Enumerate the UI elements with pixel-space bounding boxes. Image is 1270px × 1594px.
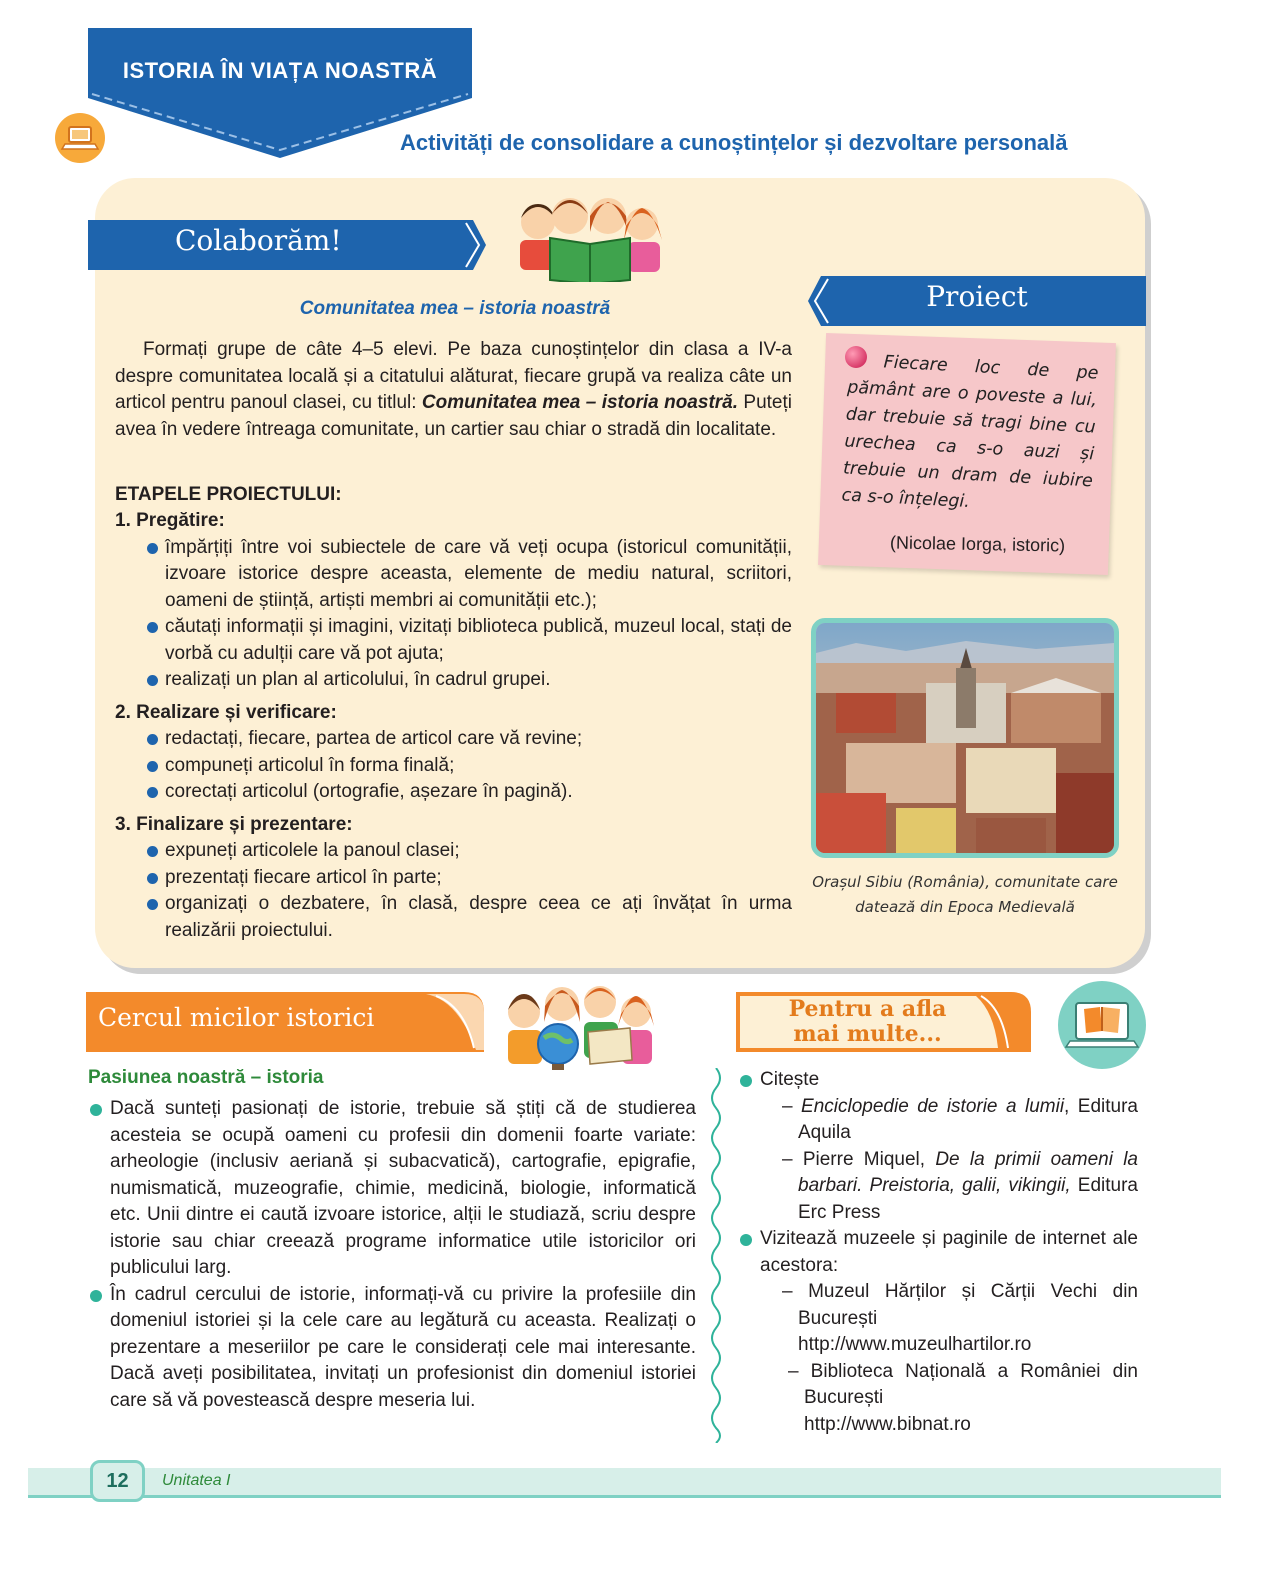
book-entry [760,1147,1138,1227]
step-title: 3. Finalizare și prezentare: [115,813,353,835]
page-number: 12 [90,1460,145,1502]
book-title: Enciclopedie de istorie a lumii [801,1095,1065,1117]
steps-list [115,508,792,944]
kids-reading-illustration [510,192,670,282]
list-item [738,1226,1138,1438]
quote-author: (Nicolae Iorga, istoric) [889,532,1066,556]
visit-label: Vizitează muzeele și paginile de internet ale acestora: [760,1228,1138,1276]
list-item: organizați o dezbatere, în clasă, despre ceea ce ați învățat în urma realizării proiectului. [115,891,792,944]
list-item [738,1067,1138,1226]
steps-heading: ETAPELE PROIECTULUI: [115,484,342,505]
pentru-label-line2: mai multe... [793,1021,942,1047]
museum-link[interactable]: http://www.muzeulhartilor.ro [798,1334,1032,1355]
colaboram-label: Colaborăm! [175,224,342,257]
unit-label: Unitatea I [162,1472,231,1489]
museum-entry: – Muzeul Hărților și Cărții Vechi din București [782,1281,1138,1329]
list-item: corectați articolul (ortografie, așezare în pagină). [115,779,792,806]
museum-link[interactable]: http://www.bibnat.ro [804,1413,971,1435]
quote-text: Fiecare loc de pe pământ are o poveste a lui, dar trebuie să tragi bine cu urechea ca s-o auzi și trebuie un dram de iubire ca s-o înțelegi. [841,352,1099,513]
read-label: Citește [760,1069,820,1090]
list-item: prezentați fiecare articol în parte; [115,865,792,892]
intro-paragraph [115,337,792,443]
intro-article-title: Comunitatea mea – istoria noastră. [421,392,739,413]
cerc-label: Cercul micilor istorici [98,1003,375,1032]
photo-caption: Orașul Sibiu (România), comunitate care datează din Epoca Medievală [812,873,1118,916]
section-title: Comunitatea mea – istoria noastră [299,298,611,319]
list-item: căutați informații și imagini, vizitați biblioteca publică, muzeul local, stați de vorbă cu adulții care vă pot ajuta; [115,614,792,667]
museum-entry: – Biblioteca Națională a României din București [788,1360,1138,1408]
list-item: împărțiți între voi subiectele de care vă veți ocupa (istoricul comunității, izvoare istorice despre aceasta, elemente de mediu natural, scriitori, oameni de știință, artiști membri ai comunității etc.); [115,535,792,615]
list-item: redactați, fiecare, partea de articol care vă revine; [115,726,792,753]
list-item: realizați un plan al articolului, în cadrul grupei. [115,667,792,694]
kids-globe-illustration [500,982,660,1072]
pentru-label-line1: Pentru a afla [788,996,947,1022]
intro-text-end: Puteți avea în vedere întreaga comunitate, un cartier sau chiar o stradă din localitate. [115,392,792,440]
proiect-label: Proiect [926,280,1028,313]
list-item: expuneți articolele la panoul clasei; [115,838,792,865]
pasiune-list [88,1096,696,1414]
book-title: De la primii oameni la barbari. Preistoria, galii, vikingii, [798,1148,1138,1196]
step-title: 2. Realizare și verificare: [115,701,337,723]
book-entry: – Enciclopedie de istorie a lumii, Editura Aquila [782,1095,1138,1143]
book-publisher: Editura Erc Press [798,1175,1138,1223]
list-item: Dacă sunteți pasionați de istorie, trebuie să știți că de studierea acesteia se ocupă oameni cu profesii din domenii foarte variate: arheologie (inclusiv aeriană și subacvatică), cartografie, epigrafie, numismatică, muzeografie, chimie, medicină, biologie, informatică etc. Unii dintre ei caută izvoare istorice, alții le studiază, scriu despre istorie sau chiar creează programe informatice utile istoricilor ori publicului larg. [88,1096,696,1282]
step-title: 1. Pregătire: [115,510,225,531]
book-author: – Pierre Miquel, [782,1148,936,1170]
page-subtitle: Activități de consolidare a cunoștințelor și dezvoltare personală [400,130,1068,155]
city-photo [811,618,1119,858]
list-item: compuneți articolul în forma finală; [115,753,792,780]
list-item: În cadrul cercului de istorie, informați-vă cu privire la profesiile din domeniul istoriei și la cele care au legătură cu aceasta. Realizați o prezentare a meseriilor pe care le considerați cele mai interesante. Dacă aveți posibilitatea, invitați un profesionist din domeniul istoriei care să vă povestească despre meseria lui. [88,1282,696,1415]
banner-title: ISTORIA ÎN VIAȚA NOASTRĂ [122,58,438,83]
pasiune-title: Pasiunea noastră – istoria [88,1067,324,1088]
laptop-icon [55,113,105,163]
resources-list [738,1067,1138,1438]
intro-text: Formați grupe de câte 4–5 elevi. Pe baza cunoștințelor din clasa a IV-a despre comunitatea locală și a citatului alăturat, fiecare grupă va realiza câte un articol pentru panoul clasei, cu titlul: [115,339,792,413]
book-computer-icon [1058,981,1146,1069]
book-publisher: , Editura Aquila [798,1095,1138,1143]
pentru-label [740,997,995,1047]
wavy-divider [707,1068,725,1443]
